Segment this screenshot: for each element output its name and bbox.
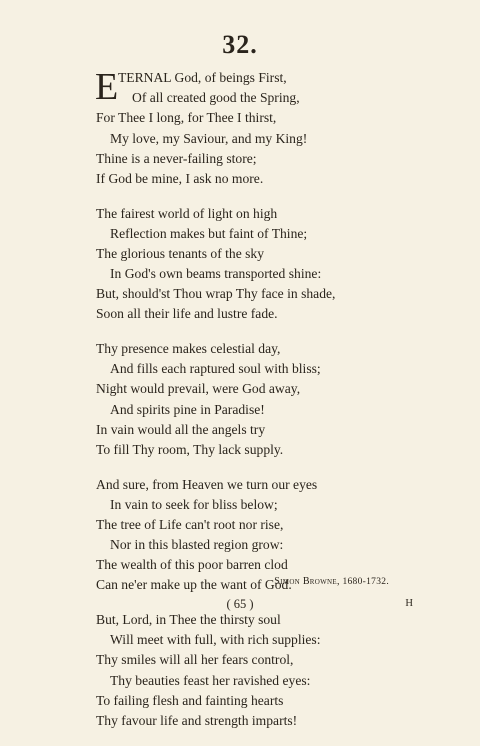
- poem-line: To failing flesh and fainting hearts: [96, 692, 284, 708]
- poem-line: Will meet with full, with rich supplies:: [110, 632, 321, 648]
- page-number: ( 65 ): [226, 597, 254, 611]
- stanza-1: [96, 68, 426, 189]
- poem-line: And sure, from Heaven we turn our eyes: [96, 476, 318, 492]
- first-line-text: TERNAL God, of beings First,: [118, 70, 287, 85]
- poem-line: In vain to seek for bliss below;: [110, 496, 278, 512]
- poem-line: For Thee I long, for Thee I thirst,: [96, 110, 277, 126]
- poem-line: Reflection makes but faint of Thine;: [110, 225, 308, 241]
- drop-cap: E: [95, 66, 119, 108]
- poem-line: Can ne'er make up the want of God.: [96, 577, 292, 593]
- poem-line: And fills each raptured soul with bliss;: [110, 361, 321, 377]
- poem-line: But, should'st Thou wrap Thy face in shade,: [96, 286, 336, 302]
- poem-line: Night would prevail, were God away,: [96, 381, 301, 397]
- poem-line: The glorious tenants of the sky: [96, 245, 265, 261]
- stanza-2: [96, 204, 426, 325]
- poem-line: But, Lord, in Thee the thirsty soul: [96, 612, 281, 628]
- poem-line: In vain would all the angels try: [96, 421, 266, 437]
- stanza-3: [96, 339, 426, 460]
- poem-line: The wealth of this poor barren clod: [96, 557, 288, 573]
- poem-line: Thy beauties feast her ravished eyes:: [110, 672, 311, 688]
- poem-line: The fairest world of light on high: [96, 205, 278, 221]
- poem-line: In God's own beams transported shine:: [110, 266, 322, 282]
- poem-line: Soon all their life and lustre fade.: [96, 306, 278, 322]
- poem-line: Nor in this blasted region grow:: [110, 537, 284, 553]
- author-name: Simon Browne,: [274, 576, 340, 587]
- poem-line: If God be mine, I ask no more.: [96, 170, 264, 186]
- stanza-5: [96, 610, 426, 731]
- poem-line: Thine is a never-failing store;: [96, 150, 257, 166]
- poem-line: Thy presence makes celestial day,: [96, 341, 281, 357]
- poem-line: Thy favour life and strength imparts!: [96, 713, 298, 728]
- poem: [96, 68, 426, 746]
- poem-line: Of all created good the Spring,: [132, 90, 300, 106]
- poem-line: Thy smiles will all her fears control,: [96, 652, 294, 668]
- poem-line: To fill Thy room, Thy lack supply.: [96, 441, 284, 457]
- author-dates: 1680-1732.: [342, 577, 389, 587]
- poem-line: The tree of Life can't root nor rise,: [96, 516, 284, 532]
- hymn-number: 32.: [222, 30, 258, 59]
- poem-line: And spirits pine in Paradise!: [110, 401, 265, 417]
- signature-mark: H: [405, 598, 413, 609]
- poem-line: My love, my Saviour, and my King!: [110, 130, 308, 146]
- author-attribution: [274, 576, 389, 587]
